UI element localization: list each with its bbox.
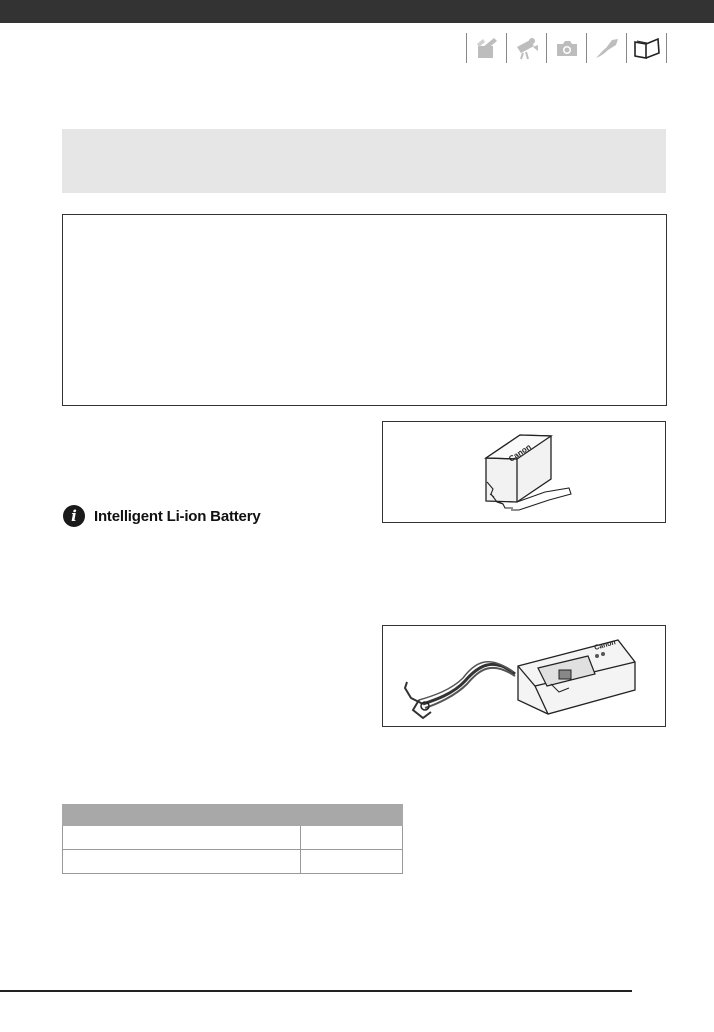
header-bar — [0, 0, 714, 23]
table-row — [63, 850, 403, 874]
section-icon-strip — [466, 33, 667, 65]
battery-image — [382, 421, 666, 523]
book-icon[interactable] — [626, 33, 667, 63]
spec-table — [62, 804, 403, 874]
table-cell — [63, 826, 301, 850]
external-connection-icon[interactable] — [586, 33, 626, 63]
table-header-row — [63, 805, 403, 826]
table-cell — [301, 826, 403, 850]
charger-image — [382, 625, 666, 727]
movie-camera-icon[interactable] — [506, 33, 546, 63]
table-cell — [63, 850, 301, 874]
info-icon: i — [63, 505, 85, 527]
table-header-cell — [301, 805, 403, 826]
table-header-cell — [63, 805, 301, 826]
intelligent-li-ion-battery-note — [63, 505, 260, 527]
li-ion-label: Intelligent Li-ion Battery — [94, 507, 261, 525]
section-title-band — [62, 129, 666, 193]
footer-rule — [0, 990, 632, 992]
table-row — [63, 826, 403, 850]
camera-icon[interactable] — [546, 33, 586, 63]
table-cell — [301, 850, 403, 874]
svg-text:Canon: Canon — [507, 442, 533, 464]
edit-icon[interactable] — [466, 33, 506, 63]
svg-text:Canon: Canon — [593, 639, 617, 652]
note-box — [62, 214, 667, 406]
